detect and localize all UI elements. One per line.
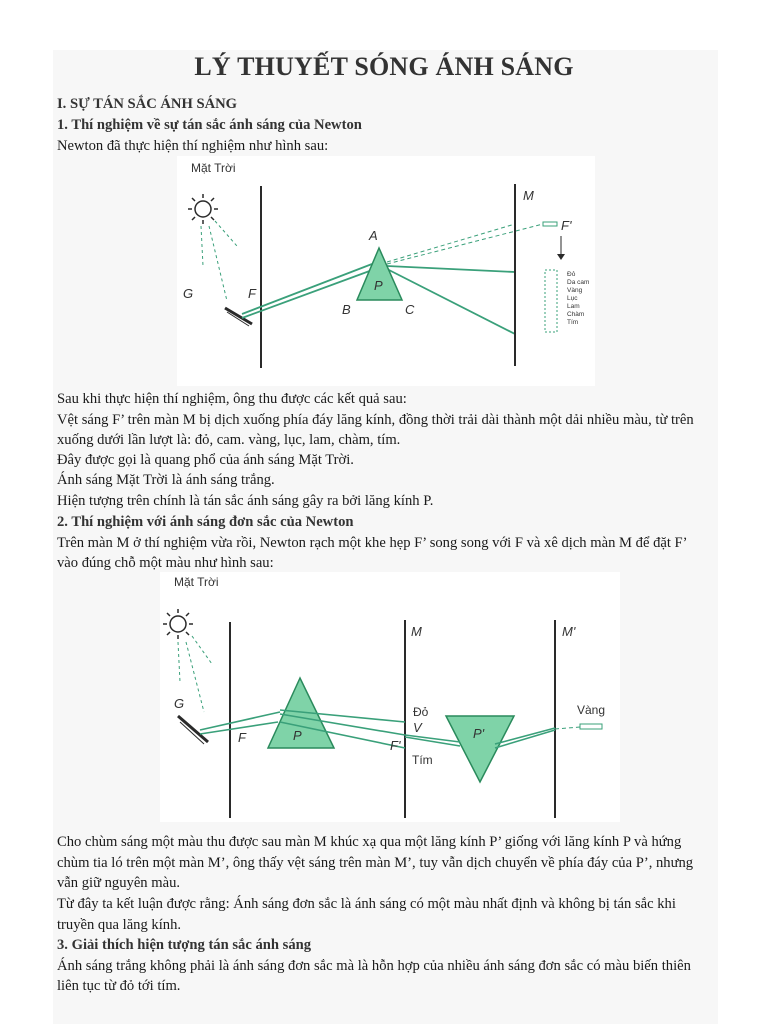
- label-c: C: [405, 302, 415, 317]
- label-m: M: [523, 188, 534, 203]
- paragraph-line: Trên màn M ở thí nghiệm vừa rồi, Newton rạch một khe hẹp F’ song song với F và xê dịch màn M để đặt F’: [57, 535, 688, 551]
- sun-label: Mặt Trời: [191, 161, 236, 175]
- paragraph-line: Ánh sáng Mặt Trời là ánh sáng trắng.: [57, 472, 275, 488]
- spectrum-label: Đỏ: [567, 271, 576, 278]
- label-f-prime: F': [390, 738, 401, 753]
- label-tim: Tím: [412, 753, 433, 767]
- label-p: P: [293, 728, 302, 743]
- paragraph-line: Sau khi thực hiện thí nghiệm, ông thu được các kết quả sau:: [57, 391, 407, 407]
- label-b: B: [342, 302, 351, 317]
- label-a: A: [369, 228, 378, 243]
- figure-newton-dispersion: [177, 156, 595, 386]
- label-f: F: [238, 730, 246, 745]
- paragraph-line: Đây được gọi là quang phổ của ánh sáng Mặt Trời.: [57, 452, 354, 468]
- label-f-prime: F': [561, 218, 572, 233]
- label-p: P: [374, 278, 383, 293]
- figure-monochromatic-light: [160, 572, 620, 822]
- sun-label: Mặt Trời: [174, 575, 219, 589]
- paragraph-line: Từ đây ta kết luận được rằng: Ánh sáng đơn sắc là ánh sáng có một màu nhất định và không bị tán sắc khi: [57, 896, 676, 912]
- paragraph-line: Ánh sáng trắng không phải là ánh sáng đơn sắc mà là hỗn hợp của nhiều ánh sáng đơn sắc có màu biến thiên: [57, 958, 691, 974]
- paragraph-line: chùm tia ló trên một màn M’, ông thấy vệt sáng trên màn M’, tuy vẫn dịch chuyển về phía đáy của P’, nhưng: [57, 855, 694, 871]
- label-vang: Vàng: [577, 703, 606, 717]
- sun-icon: [170, 616, 186, 632]
- spectrum-label: Lục: [567, 295, 578, 302]
- paragraph-line: Newton đã thực hiện thí nghiệm như hình sau:: [57, 138, 329, 154]
- label-f: F: [248, 286, 256, 301]
- spectrum-label: Vàng: [567, 287, 583, 294]
- paragraph-line: Vệt sáng F’ trên màn M bị dịch xuống phía đáy lăng kính, đồng thời trải dài thành một dải nhiều màu, từ trên: [57, 412, 694, 428]
- section-heading: I. SỰ TÁN SẮC ÁNH SÁNG: [57, 96, 238, 112]
- paragraph-line: truyền qua lăng kính.: [57, 917, 182, 933]
- label-v: V: [413, 720, 422, 735]
- spectrum-label: Tím: [567, 319, 579, 326]
- paragraph-line: Hiện tượng trên chính là tán sắc ánh sáng gây ra bởi lăng kính P.: [57, 493, 434, 509]
- label-do: Đỏ: [413, 705, 429, 719]
- paragraph-line: Cho chùm sáng một màu thu được sau màn M khúc xạ qua một lăng kính P’ giống với lăng kính P và hứng: [57, 834, 682, 850]
- spectrum-label: Lam: [567, 303, 580, 310]
- label-m: M: [411, 624, 422, 639]
- spectrum-band: [545, 270, 557, 332]
- document-title: LÝ THUYẾT SÓNG ÁNH SÁNG: [194, 52, 574, 81]
- label-m-prime: M': [562, 624, 576, 639]
- sun-icon: [195, 201, 211, 217]
- spectrum-label: Da cam: [567, 279, 590, 286]
- label-p-prime: P': [473, 726, 485, 741]
- spectrum-label: Chàm: [567, 311, 585, 318]
- label-g: G: [174, 696, 185, 711]
- paragraph-line: vẫn giữ nguyên màu.: [57, 875, 181, 891]
- subheading-3: 3. Giải thích hiện tượng tán sắc ánh sáng: [57, 937, 312, 953]
- paragraph-line: xuống dưới lần lượt là: đỏ, cam. vàng, lục, lam, chàm, tím.: [57, 432, 401, 448]
- subheading-2: 2. Thí nghiệm với ánh sáng đơn sắc của Newton: [57, 514, 354, 530]
- paragraph-line: liên tục từ đỏ tới tím.: [57, 978, 181, 994]
- subheading-1: 1. Thí nghiệm về sự tán sắc ánh sáng của Newton: [57, 117, 362, 133]
- label-g: G: [183, 286, 194, 301]
- paragraph-line: vào đúng chỗ một màu như hình sau:: [57, 555, 274, 571]
